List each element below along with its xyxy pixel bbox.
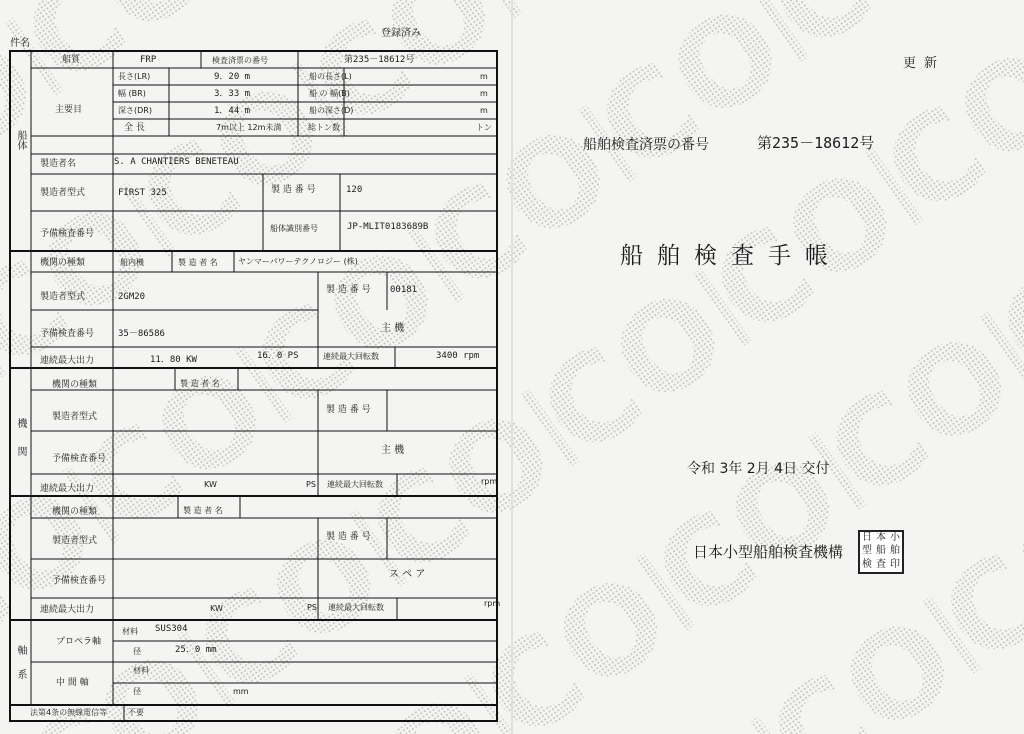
hull-model-value: FIRST 325 [118, 188, 167, 198]
engine2-kw-unit: KW [204, 480, 217, 489]
engine1-rpm-label: 連続最大回転数 [323, 352, 379, 361]
engine1-model-label: 製造者型式 [40, 292, 86, 302]
ship-depth-unit: m [480, 106, 488, 115]
engine3-output-label: 連続最大出力 [40, 605, 95, 615]
engine2-spare-label: 予備検査番号 [52, 454, 107, 464]
intermediate-diameter-unit: mm [233, 687, 249, 696]
engine3-maker-label: 製 造 者 名 [183, 506, 223, 515]
radio-requirement-label: 法第4条の無線電信等 [30, 708, 108, 717]
engine3-type-label: 機関の種類 [52, 507, 98, 517]
engine-section-label: 機関 [15, 418, 26, 474]
propeller-material-label: 材料 [122, 627, 138, 636]
right-cert-number: 第235－18612号 [757, 134, 875, 152]
engine3-spare-label: 予備検査番号 [52, 576, 107, 586]
ship-breadth-unit: m [480, 89, 488, 98]
engine1-serial-label: 製 造 番 号 [326, 285, 371, 295]
item-name-label: 件名 [10, 38, 30, 49]
engine2-serial-label: 製 造 番 号 [326, 405, 371, 415]
engine2-output-label: 連続最大出力 [40, 484, 95, 494]
registered-label: 登録済み [381, 28, 421, 39]
hin-value: JP-MLIT0183689B [347, 222, 429, 232]
engine1-output-ps: 16．0 PS [257, 351, 299, 361]
ship-length-label: 船の長さ(L) [309, 72, 352, 81]
depth-value: 1．44 m [214, 106, 251, 116]
engine1-output-kw: 11．80 KW [150, 355, 197, 365]
hull-maker-label: 製造者名 [40, 159, 77, 169]
renewal-label: 更新 [903, 56, 946, 71]
engine3-rpm-unit: rpm [484, 599, 501, 608]
issuer-organization: 日本小型船舶検査機構 [693, 543, 844, 561]
propeller-diameter-value: 25．0 mm [175, 645, 217, 655]
ship-depth-label: 船の深さ(D) [309, 106, 354, 115]
engine1-type-value: 船内機 [120, 258, 144, 267]
propeller-diameter-label: 径 [133, 647, 141, 656]
cert-number-value: 第235－18612号 [344, 55, 415, 65]
right-cert-label: 船舶検査済票の番号 [583, 137, 709, 153]
engine2-model-label: 製造者型式 [52, 412, 98, 422]
length-r-label: 長さ(LR) [118, 72, 151, 81]
engine2-type-label: 機関の種類 [52, 380, 98, 390]
engine1-serial-value: 00181 [390, 285, 418, 295]
engine3-serial-label: 製 造 番 号 [326, 532, 371, 542]
dimensions-label: 主要目 [55, 105, 83, 115]
propeller-shaft-label: プロペラ軸 [56, 637, 102, 647]
total-length-value: 7m以上 12m未満 [216, 123, 282, 132]
engine1-type-label: 機関の種類 [40, 258, 86, 268]
engine3-model-label: 製造者型式 [52, 536, 98, 546]
propeller-material-value: SUS304 [155, 624, 188, 634]
breadth-value: 3．33 m [214, 89, 251, 99]
radio-requirement-value: 不要 [128, 708, 144, 717]
depth-label: 深さ(DR) [118, 106, 152, 115]
engine2-role: 主 機 [381, 445, 405, 456]
gross-tonnage-label: 総トン数 [308, 123, 340, 132]
hin-label: 船体識別番号 [270, 224, 318, 233]
intermediate-diameter-label: 径 [133, 687, 141, 696]
intermediate-material-label: 材料 [133, 666, 149, 675]
hull-material-label: 船質 [62, 55, 81, 65]
engine1-spare-label: 予備検査番号 [40, 329, 95, 339]
engine2-rpm-label: 連続最大回転数 [327, 480, 383, 489]
engine1-rpm-value: 3400 rpm [436, 351, 480, 361]
engine2-rpm-unit: rpm [481, 477, 498, 486]
ship-length-unit: m [480, 72, 488, 81]
ship-breadth-label: 船 の 幅(B) [309, 89, 350, 98]
engine1-maker-value: ヤンマーパワーテクノロジー (株) [238, 257, 358, 266]
gross-tonnage-unit: トン [476, 123, 492, 132]
engine1-spare-value: 35－86586 [118, 329, 165, 339]
engine1-model-value: 2GM20 [118, 292, 146, 302]
shaft-section-label: 軸系 [15, 645, 26, 693]
hull-section-label: 船体 [15, 130, 26, 150]
engine1-output-label: 連続最大出力 [40, 356, 95, 366]
issue-date: 令和 3年 2月 4日 交付 [687, 461, 830, 477]
hull-spare-inspection-label: 予備検査番号 [40, 229, 95, 239]
cert-number-label: 検査済票の番号 [212, 56, 268, 65]
engine3-ps-unit: PS [307, 603, 317, 612]
total-length-label: 全 長 [124, 123, 145, 133]
engine1-role: 主 機 [381, 323, 405, 334]
hull-material-value: FRP [140, 55, 157, 65]
breadth-label: 幅 (BR) [118, 89, 146, 98]
intermediate-shaft-label: 中 間 軸 [56, 678, 89, 688]
engine3-rpm-label: 連続最大回転数 [328, 603, 384, 612]
engine3-role: ス ペ ア [389, 569, 426, 580]
hull-maker-value: S. A CHANTIERS BENETEAU [114, 157, 239, 167]
engine3-kw-unit: KW [210, 604, 223, 613]
length-r-value: 9．20 m [214, 72, 251, 82]
hull-model-label: 製造者型式 [40, 188, 86, 198]
hull-serial-label: 製 造 番 号 [271, 185, 316, 195]
engine1-maker-label: 製 造 者 名 [178, 258, 218, 267]
book-title: 船舶検査手帳 [620, 243, 842, 269]
official-seal: 日 本 小 型 船 舶 検 査 印 [858, 530, 904, 574]
hull-serial-value: 120 [346, 185, 363, 195]
engine2-ps-unit: PS [306, 480, 316, 489]
engine2-maker-label: 製 造 者 名 [180, 379, 220, 388]
